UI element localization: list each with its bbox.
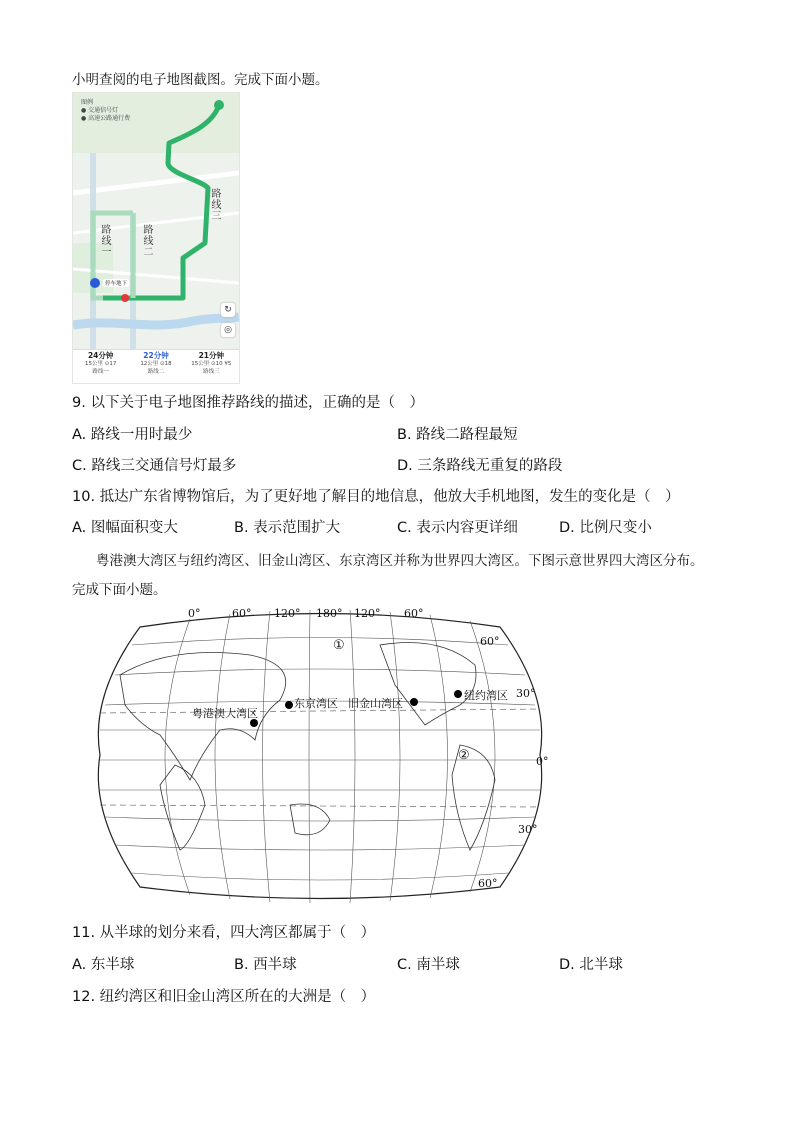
q10-option-b[interactable]: B. 表示范围扩大 — [234, 520, 341, 536]
label-sanfrancisco: 旧金山湾区 — [348, 697, 403, 710]
lon-label-60e: 60° — [232, 607, 252, 620]
q9-option-d[interactable]: D. 三条路线无重复的路段 — [397, 458, 563, 474]
lat-label-30n: 30° — [516, 687, 536, 700]
route-label-1: 路线一 — [101, 225, 112, 258]
label-newyork: 纽约湾区 — [464, 689, 508, 702]
q11-option-b[interactable]: B. 西半球 — [234, 957, 297, 973]
route-label-2: 路线二 — [143, 225, 154, 258]
lat-label-60n: 60° — [480, 635, 500, 648]
marker-newyork — [454, 690, 462, 698]
intro-text-2: 粤港澳大湾区与纽约湾区、旧金山湾区、东京湾区并称为世界四大湾区。下图示意世界四大湾区分布。 — [96, 553, 704, 569]
q9-stem: 9. 以下关于电子地图推荐路线的描述，正确的是（ ） — [72, 395, 424, 411]
route-option-1[interactable]: 24分钟 15公里 ⊙17 路线一 — [84, 351, 117, 375]
legend-item-toll: ● 高速公路通行费 — [81, 115, 131, 122]
lat-label-0: 0° — [536, 755, 549, 768]
lon-label-60w: 60° — [404, 607, 424, 620]
q9-option-c[interactable]: C. 路线三交通信号灯最多 — [72, 458, 237, 474]
electronic-map-screenshot — [72, 92, 240, 384]
q10-option-c[interactable]: C. 表示内容更详细 — [397, 520, 518, 536]
route-option-3[interactable]: 21分钟 15公里 ⊙10 ¥5 路线三 — [191, 351, 232, 375]
intro-text-3: 完成下面小题。 — [72, 582, 167, 598]
map-roads — [73, 93, 239, 383]
marker-sanfrancisco — [410, 698, 418, 706]
legend-item-lights: ● 交通信号灯 — [81, 107, 119, 114]
intro-text-1: 小明查阅的电子地图截图。完成下面小题。 — [72, 72, 329, 88]
q9-option-b[interactable]: B. 路线二路程最短 — [397, 427, 518, 443]
q12-stem: 12. 纽约湾区和旧金山湾区所在的大洲是（ ） — [72, 989, 376, 1005]
map-legend — [81, 99, 130, 123]
label-yuegangao: 粤港澳大湾区 — [192, 707, 258, 720]
refresh-icon[interactable]: ↻ — [221, 303, 235, 317]
lon-label-180: 180° — [316, 607, 343, 620]
q10-option-d[interactable]: D. 比例尺变小 — [559, 520, 652, 536]
marker-tokyo — [285, 701, 293, 709]
lon-label-120w: 120° — [354, 607, 381, 620]
label-tokyo: 东京湾区 — [294, 697, 338, 710]
route-label-3: 路线三 — [211, 189, 222, 222]
world-bay-areas-map — [80, 605, 560, 905]
lon-label-120e: 120° — [274, 607, 301, 620]
q11-stem: 11. 从半球的划分来看，四大湾区都属于（ ） — [72, 925, 376, 941]
lon-label-0: 0° — [188, 607, 201, 620]
marker-yuegangao — [250, 719, 258, 727]
route-options-bar — [73, 349, 239, 384]
locate-icon[interactable]: ◎ — [221, 323, 235, 337]
lat-label-30s: 30° — [518, 823, 538, 836]
lat-label-60s: 60° — [478, 877, 498, 890]
q11-option-d[interactable]: D. 北半球 — [559, 957, 623, 973]
q10-option-a[interactable]: A. 图幅面积变大 — [72, 520, 178, 536]
q10-stem: 10. 抵达广东省博物馆后，为了更好地了解目的地信息，他放大手机地图，发生的变化是（ ） — [72, 489, 680, 505]
parking-label: 停车地下 — [105, 281, 128, 287]
legend-title: 图例 — [81, 99, 94, 106]
q9-option-a[interactable]: A. 路线一用时最少 — [72, 427, 193, 443]
marker-1: ① — [333, 638, 345, 653]
marker-2: ② — [458, 748, 470, 763]
q11-option-a[interactable]: A. 东半球 — [72, 957, 135, 973]
route-option-2[interactable]: 22分钟 12公里 ⊙18 路线二 — [140, 351, 172, 375]
q11-option-c[interactable]: C. 南半球 — [397, 957, 460, 973]
